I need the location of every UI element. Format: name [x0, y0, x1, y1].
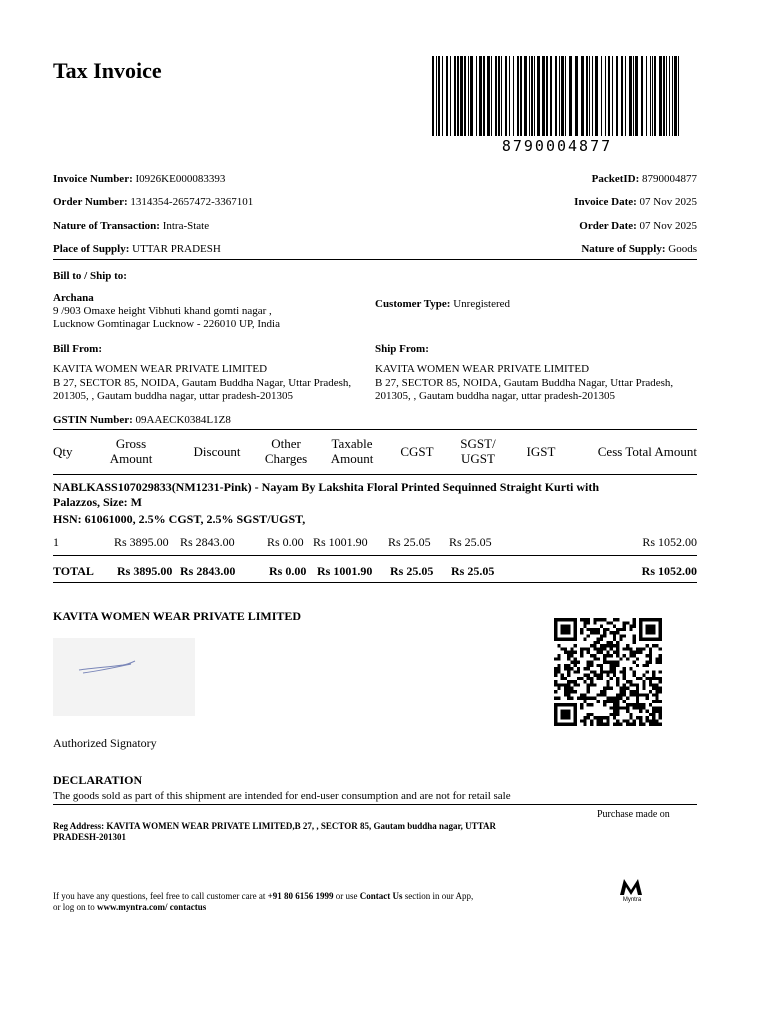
place-of-supply: UTTAR PRADESH [132, 243, 221, 255]
bill-from-name: KAVITA WOMEN WEAR PRIVATE LIMITED [53, 363, 268, 375]
order-date-label: Order Date: [579, 220, 637, 232]
gstin-label: GSTIN Number: [53, 414, 133, 426]
packet-id-row [592, 173, 697, 185]
cell-taxable: Rs 1001.90 [313, 535, 368, 549]
invoice-number-label: Invoice Number: [53, 173, 133, 185]
order-number-row [53, 196, 253, 208]
contact-us-link[interactable]: Contact Us [359, 891, 403, 901]
total-amount: Rs 1052.00 [641, 564, 697, 578]
myntra-logo-icon [618, 878, 644, 896]
barcode-icon [432, 56, 682, 140]
total-taxable: Rs 1001.90 [317, 564, 373, 578]
total-discount: Rs 2843.00 [180, 564, 236, 578]
reg-address-text: KAVITA WOMEN WEAR PRIVATE LIMITED,B 27, , SECTOR 85, Gautam buddha nagar, UTTAR [106, 821, 497, 831]
invoice-number-row [53, 173, 225, 185]
invoice-date-label: Invoice Date: [574, 196, 637, 208]
nature-of-transaction: Intra-State [162, 220, 210, 232]
cell-discount: Rs 2843.00 [180, 535, 235, 549]
item-hsn: HSN: 61061000, 2.5% CGST, 2.5% SGST/UGST, [53, 512, 306, 526]
bill-from-address-line-2: 201305, , Gautam buddha nagar, uttar pradesh-201305 [53, 390, 293, 402]
divider [53, 555, 697, 556]
divider [53, 429, 697, 430]
page-title: Tax Invoice [53, 58, 162, 83]
header-gross-line-2: Amount [109, 451, 153, 466]
ship-from-address-line-1: B 27, SECTOR 85, NOIDA, Gautam Buddha Nagar, Uttar Pradesh, [375, 377, 674, 389]
header-taxable-line-1: Taxable [331, 436, 373, 451]
divider [53, 804, 697, 805]
reg-address-line-2: PRADESH-201301 [53, 832, 127, 842]
order-date-row [579, 220, 697, 232]
ship-from-label: Ship From: [375, 343, 429, 355]
myntra-logo-text: Myntra [622, 897, 642, 903]
item-description-line-1: NABLKASS107029833(NM1231-Pink) - Nayam By Lakshita Floral Printed Sequinned Straight Kurti with [53, 480, 600, 494]
invoice-date: 07 Nov 2025 [639, 196, 697, 208]
header-sgst-ugst [450, 436, 506, 466]
customer-type-row [375, 298, 510, 310]
myntra-contactus-link[interactable]: www.myntra.com/ contactus [97, 902, 207, 912]
nature-of-supply-row [581, 243, 697, 255]
total-other: Rs 0.00 [269, 564, 307, 578]
invoice-date-row [574, 196, 697, 208]
footer-line-2 [53, 902, 206, 912]
customer-type-label: Customer Type: [375, 298, 451, 310]
header-other-line-1: Other [271, 436, 301, 451]
total-gross: Rs 3895.00 [117, 564, 173, 578]
header-gross-line-1: Gross [115, 436, 147, 451]
footer-text: or log on to [53, 902, 97, 912]
header-gross-amount [104, 436, 158, 466]
cell-gross: Rs 3895.00 [114, 535, 169, 549]
place-of-supply-label: Place of Supply: [53, 243, 130, 255]
total-label: TOTAL [53, 564, 94, 578]
header-cess-total-amount: Cess Total Amount [597, 444, 697, 459]
divider [53, 474, 697, 475]
header-igst: IGST [526, 444, 556, 459]
footer-line-1 [53, 891, 473, 901]
order-number-label: Order Number: [53, 196, 128, 208]
header-cgst: CGST [400, 444, 434, 459]
packet-id-label: PacketID: [591, 173, 640, 185]
nature-of-supply: Goods [668, 243, 697, 255]
item-description-line-2: Palazzos, Size: M [53, 495, 142, 509]
signature-image [53, 638, 195, 716]
customer-care-phone[interactable]: +91 80 6156 1999 [267, 891, 334, 901]
bill-from-label: Bill From: [53, 343, 102, 355]
cell-total: Rs 1052.00 [642, 535, 697, 549]
divider [53, 582, 697, 583]
reg-address-label: Reg Address: [53, 821, 105, 831]
gstin-number: 09AAECK0384L1Z8 [135, 414, 231, 426]
reg-address-line-1 [53, 821, 496, 831]
place-of-supply-row [53, 243, 221, 255]
total-cgst: Rs 25.05 [390, 564, 434, 578]
nature-of-transaction-row [53, 220, 209, 232]
header-sgst-line-1: SGST/ [460, 436, 496, 451]
order-number: 1314354-2657472-3367101 [130, 196, 254, 208]
footer-text: If you have any questions, feel free to call customer care at [53, 891, 268, 901]
ship-from-address-line-2: 201305, , Gautam buddha nagar, uttar pradesh-201305 [375, 390, 615, 402]
header-qty: Qty [53, 444, 73, 459]
footer-text: section in our App, [402, 891, 474, 901]
header-taxable-line-2: Amount [330, 451, 374, 466]
purchase-made-on: Purchase made on [597, 809, 670, 820]
ship-from-name: KAVITA WOMEN WEAR PRIVATE LIMITED [375, 363, 590, 375]
authorized-signatory: Authorized Signatory [53, 736, 157, 750]
divider [53, 259, 697, 260]
cell-qty: 1 [53, 535, 59, 549]
header-sgst-line-2: UGST [461, 451, 495, 466]
bill-from-address-line-1: B 27, SECTOR 85, NOIDA, Gautam Buddha Nagar, Uttar Pradesh, [53, 377, 352, 389]
customer-name: Archana [53, 292, 94, 304]
gstin-row [53, 414, 231, 426]
seller-name: KAVITA WOMEN WEAR PRIVATE LIMITED [53, 609, 302, 623]
nature-of-supply-label: Nature of Supply: [581, 243, 666, 255]
declaration-title: DECLARATION [53, 773, 143, 787]
invoice-number: I0926KE000083393 [135, 173, 226, 185]
packet-id: 8790004877 [642, 173, 697, 185]
footer-text: or use [333, 891, 360, 901]
total-sgst: Rs 25.05 [451, 564, 495, 578]
header-other-charges [260, 436, 312, 466]
header-taxable-amount [326, 436, 378, 466]
cell-sgst: Rs 25.05 [449, 535, 492, 549]
customer-address-line-1: 9 /903 Omaxe height Vibhuti khand gomti nagar , [53, 305, 272, 317]
customer-type: Unregistered [453, 298, 511, 310]
order-date: 07 Nov 2025 [639, 220, 697, 232]
cell-cgst: Rs 25.05 [388, 535, 431, 549]
bill-ship-to-label: Bill to / Ship to: [53, 270, 127, 282]
customer-address-line-2: Lucknow Gomtinagar Lucknow - 226010 UP, India [53, 318, 280, 330]
header-discount: Discount [193, 444, 241, 459]
declaration-text: The goods sold as part of this shipment are intended for end-user consumption and are not for retail sale [53, 790, 511, 802]
cell-other: Rs 0.00 [267, 535, 304, 549]
header-other-line-2: Charges [264, 451, 308, 466]
barcode-number: 8790004877 [501, 137, 613, 155]
qr-code-icon [554, 618, 662, 726]
nature-of-transaction-label: Nature of Transaction: [53, 220, 160, 232]
